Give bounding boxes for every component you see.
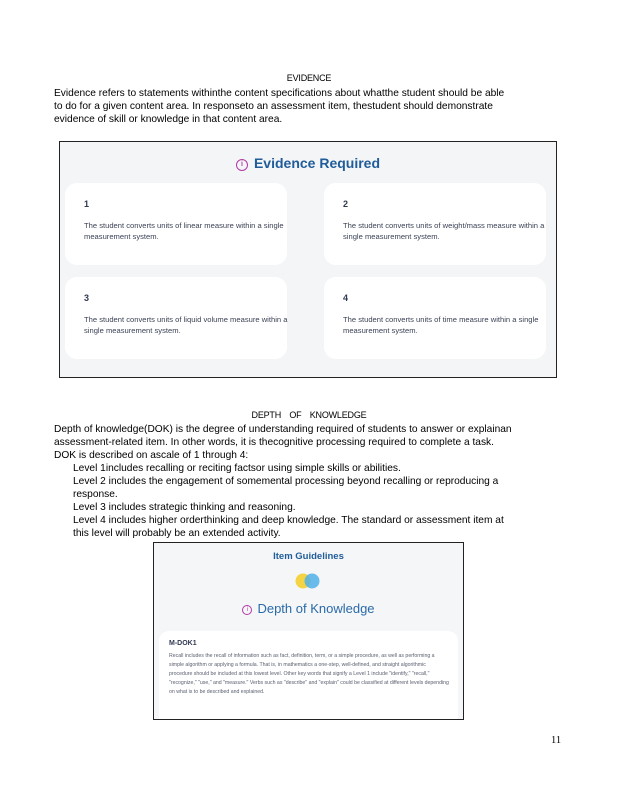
dok-level-text: Level 3 includes strategic thinking and reasoning.	[73, 502, 296, 513]
evidence-card-text: The student converts units of time measure within a single measurement system.	[343, 315, 539, 335]
dok-level-item	[54, 501, 554, 514]
dok-level-item	[54, 462, 554, 475]
bullet-icon	[54, 514, 73, 540]
m-dok1-text: Recall includes the recall of information such as fact, definition, term, or a simple procedure, as well as performing a simple algorithm or applying a formula. That is, in mathematics a one-step, well-defined, and straight algorithmic procedure should be included at this lowest level. Other key words that signify a Level 1 include "identify," "recall," "recognize," "use," and "measure." Verbs such as "describe" and "explain" could be classified at different levels depending on what is to be described and explained.	[169, 653, 449, 695]
dok-paragraph-line: assessment-related item. In other words, it is thecognitive processing required to complete a task.	[54, 437, 494, 448]
evidence-card-text: The student converts units of liquid volume measure within a single measurement system.	[84, 315, 288, 335]
dok-level-text: this level will probably be an extended activity.	[73, 528, 281, 539]
depth-of-knowledge-title	[154, 601, 463, 616]
dok-level-text: Level 2 includes the engagement of somemental processing beyond recalling or reproducing a	[73, 476, 499, 487]
evidence-card-3	[65, 277, 287, 359]
page-number: 11	[551, 735, 562, 746]
dok-level-list	[54, 462, 554, 540]
m-dok1-card	[159, 631, 458, 720]
dok-paragraph-line: DOK is described on ascale of 1 through 4:	[54, 450, 249, 461]
dok-level-text: Level 4 includes higher orderthinking and deep knowledge. The standard or assessment item at	[73, 515, 504, 526]
evidence-heading: EVIDENCE	[286, 73, 332, 83]
info-circle-icon: i	[242, 605, 252, 615]
evidence-card-text: The student converts units of linear measure within a single measurement system.	[84, 221, 284, 241]
guidelines-logo-icon	[293, 571, 323, 591]
dok-heading: DEPTH OF KNOWLEDGE	[251, 410, 367, 420]
evidence-required-title	[60, 155, 556, 171]
m-dok1-label: M-DOK1	[169, 640, 197, 647]
evidence-card-text: The student converts units of weight/mass measure within a single measurement system.	[343, 221, 545, 241]
evidence-required-title-text: Evidence Required	[253, 155, 381, 171]
bullet-icon	[54, 462, 73, 475]
evidence-card-number: 3	[84, 293, 90, 303]
info-circle-icon: i	[236, 159, 248, 171]
bullet-icon	[54, 475, 73, 501]
evidence-required-image	[59, 141, 557, 378]
evidence-card-4	[324, 277, 546, 359]
dok-level-item	[54, 514, 554, 540]
evidence-card-1	[65, 183, 287, 265]
evidence-card-number: 4	[343, 293, 349, 303]
evidence-card-number: 2	[343, 199, 349, 209]
dok-paragraph	[54, 423, 554, 462]
evidence-paragraph-line: to do for a given content area. In responseto an assessment item, thestudent should demonstrate	[54, 101, 493, 112]
dok-level-text: Level 1includes recalling or reciting factsor using simple skills or abilities.	[73, 463, 401, 474]
dok-level-item	[54, 475, 554, 501]
evidence-paragraph-line: Evidence refers to statements withinthe content specifications about whatthe student should be able	[54, 88, 505, 99]
item-guidelines-image	[153, 542, 464, 720]
depth-of-knowledge-title-text: Depth of Knowledge	[257, 601, 375, 616]
evidence-paragraph-line: evidence of skill or knowledge in that content area.	[54, 114, 283, 125]
evidence-card-2	[324, 183, 546, 265]
evidence-card-number: 1	[84, 199, 90, 209]
evidence-paragraph	[54, 87, 554, 126]
dok-paragraph-line: Depth of knowledge(DOK) is the degree of understanding required of students to answer or explainan	[54, 424, 512, 435]
dok-level-text: response.	[73, 489, 118, 500]
bullet-icon	[54, 501, 73, 514]
item-guidelines-title: Item Guidelines	[273, 551, 344, 562]
